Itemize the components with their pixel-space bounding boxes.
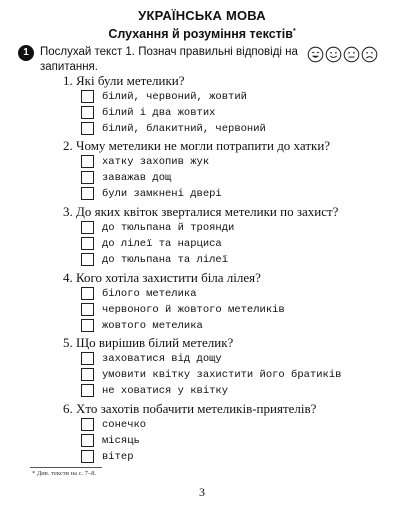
happy-face-icon[interactable] <box>325 46 342 63</box>
question-2-option-1[interactable] <box>81 154 209 169</box>
option-label: не ховатися у квітку <box>102 384 229 397</box>
page-number: 3 <box>199 485 205 499</box>
answer-checkbox[interactable] <box>81 187 94 200</box>
question-4-option-2[interactable] <box>81 302 285 317</box>
task-number-badge: 1 <box>18 45 34 61</box>
question-4-option-3[interactable] <box>81 318 203 333</box>
question-5-option-3[interactable] <box>81 383 228 398</box>
answer-checkbox[interactable] <box>81 434 94 447</box>
answer-checkbox[interactable] <box>81 450 94 463</box>
option-label: вітер <box>102 450 134 463</box>
question-3-option-2[interactable] <box>81 236 222 251</box>
option-label: сонечко <box>102 418 147 431</box>
answer-checkbox[interactable] <box>81 368 94 381</box>
answer-checkbox[interactable] <box>81 418 94 431</box>
option-label: білий і два жовтих <box>102 106 216 119</box>
option-label: хатку захопив жук <box>102 155 210 168</box>
answer-checkbox[interactable] <box>81 237 94 250</box>
answer-checkbox[interactable] <box>81 253 94 266</box>
option-label: білий, червоний, жовтий <box>102 90 247 103</box>
question-1-option-1[interactable] <box>81 89 247 104</box>
task-instruction: Послухай текст 1. Познач правильні відповіді на запитання. <box>40 46 298 73</box>
answer-checkbox[interactable] <box>81 171 94 184</box>
question-5: 5. Що вирішив білий метелик? <box>63 335 234 350</box>
answer-checkbox[interactable] <box>81 122 94 135</box>
option-label: заважав дощ <box>102 171 172 184</box>
footnote: * Див. тексти на с. 7–8. <box>32 470 97 477</box>
sad-face-icon[interactable] <box>361 46 378 63</box>
question-6: 6. Хто захотів побачити метеликів-приятелів? <box>63 401 317 416</box>
question-3-option-1[interactable] <box>81 220 234 235</box>
option-label: до тюльпана й троянди <box>102 221 235 234</box>
question-6-option-2[interactable] <box>81 433 140 448</box>
answer-checkbox[interactable] <box>81 384 94 397</box>
question-4: 4. Кого хотіла захистити біла лілея? <box>63 270 261 285</box>
question-4-option-1[interactable] <box>81 286 197 301</box>
option-label: умовити квітку захистити його братиків <box>102 368 342 381</box>
option-label: білий, блакитний, червоний <box>102 122 266 135</box>
answer-checkbox[interactable] <box>81 221 94 234</box>
question-6-option-1[interactable] <box>81 417 146 432</box>
question-1-option-3[interactable] <box>81 121 266 136</box>
question-2-option-3[interactable] <box>81 186 222 201</box>
question-2: 2. Чому метелики не могли потрапити до хатки? <box>63 138 331 153</box>
answer-checkbox[interactable] <box>81 106 94 119</box>
question-1: 1. Які були метелики? <box>63 73 185 88</box>
answer-checkbox[interactable] <box>81 155 94 168</box>
question-5-option-1[interactable] <box>81 351 222 366</box>
option-label: заховатися від дощу <box>102 352 222 365</box>
answer-checkbox[interactable] <box>81 303 94 316</box>
option-label: до тюльпана та лілеї <box>102 253 229 266</box>
answer-checkbox[interactable] <box>81 287 94 300</box>
section-title-text: Слухання й розуміння текстів <box>108 27 293 41</box>
question-1-option-2[interactable] <box>81 105 215 120</box>
self-assessment-smileys <box>307 46 378 63</box>
question-5-option-2[interactable] <box>81 367 341 382</box>
question-2-option-2[interactable] <box>81 170 171 185</box>
question-3: 3. До яких квіток зверталися метелики по захист? <box>63 204 339 219</box>
option-label: місяць <box>102 434 140 447</box>
answer-checkbox[interactable] <box>81 90 94 103</box>
option-label: були замкнені двері <box>102 187 222 200</box>
option-label: білого метелика <box>102 287 197 300</box>
neutral-face-icon[interactable] <box>343 46 360 63</box>
question-6-option-3[interactable] <box>81 449 134 464</box>
footnote-marker: * <box>292 27 296 35</box>
option-label: до лілеї та нарциса <box>102 237 222 250</box>
option-label: жовтого метелика <box>102 319 203 332</box>
page-subject-title: УКРАЇНСЬКА МОВА <box>138 8 266 23</box>
very-happy-face-icon[interactable] <box>307 46 324 63</box>
answer-checkbox[interactable] <box>81 352 94 365</box>
option-label: червоного й жовтого метеликів <box>102 303 285 316</box>
question-3-option-3[interactable] <box>81 252 228 267</box>
section-title <box>0 27 404 41</box>
answer-checkbox[interactable] <box>81 319 94 332</box>
footnote-divider <box>30 467 102 468</box>
